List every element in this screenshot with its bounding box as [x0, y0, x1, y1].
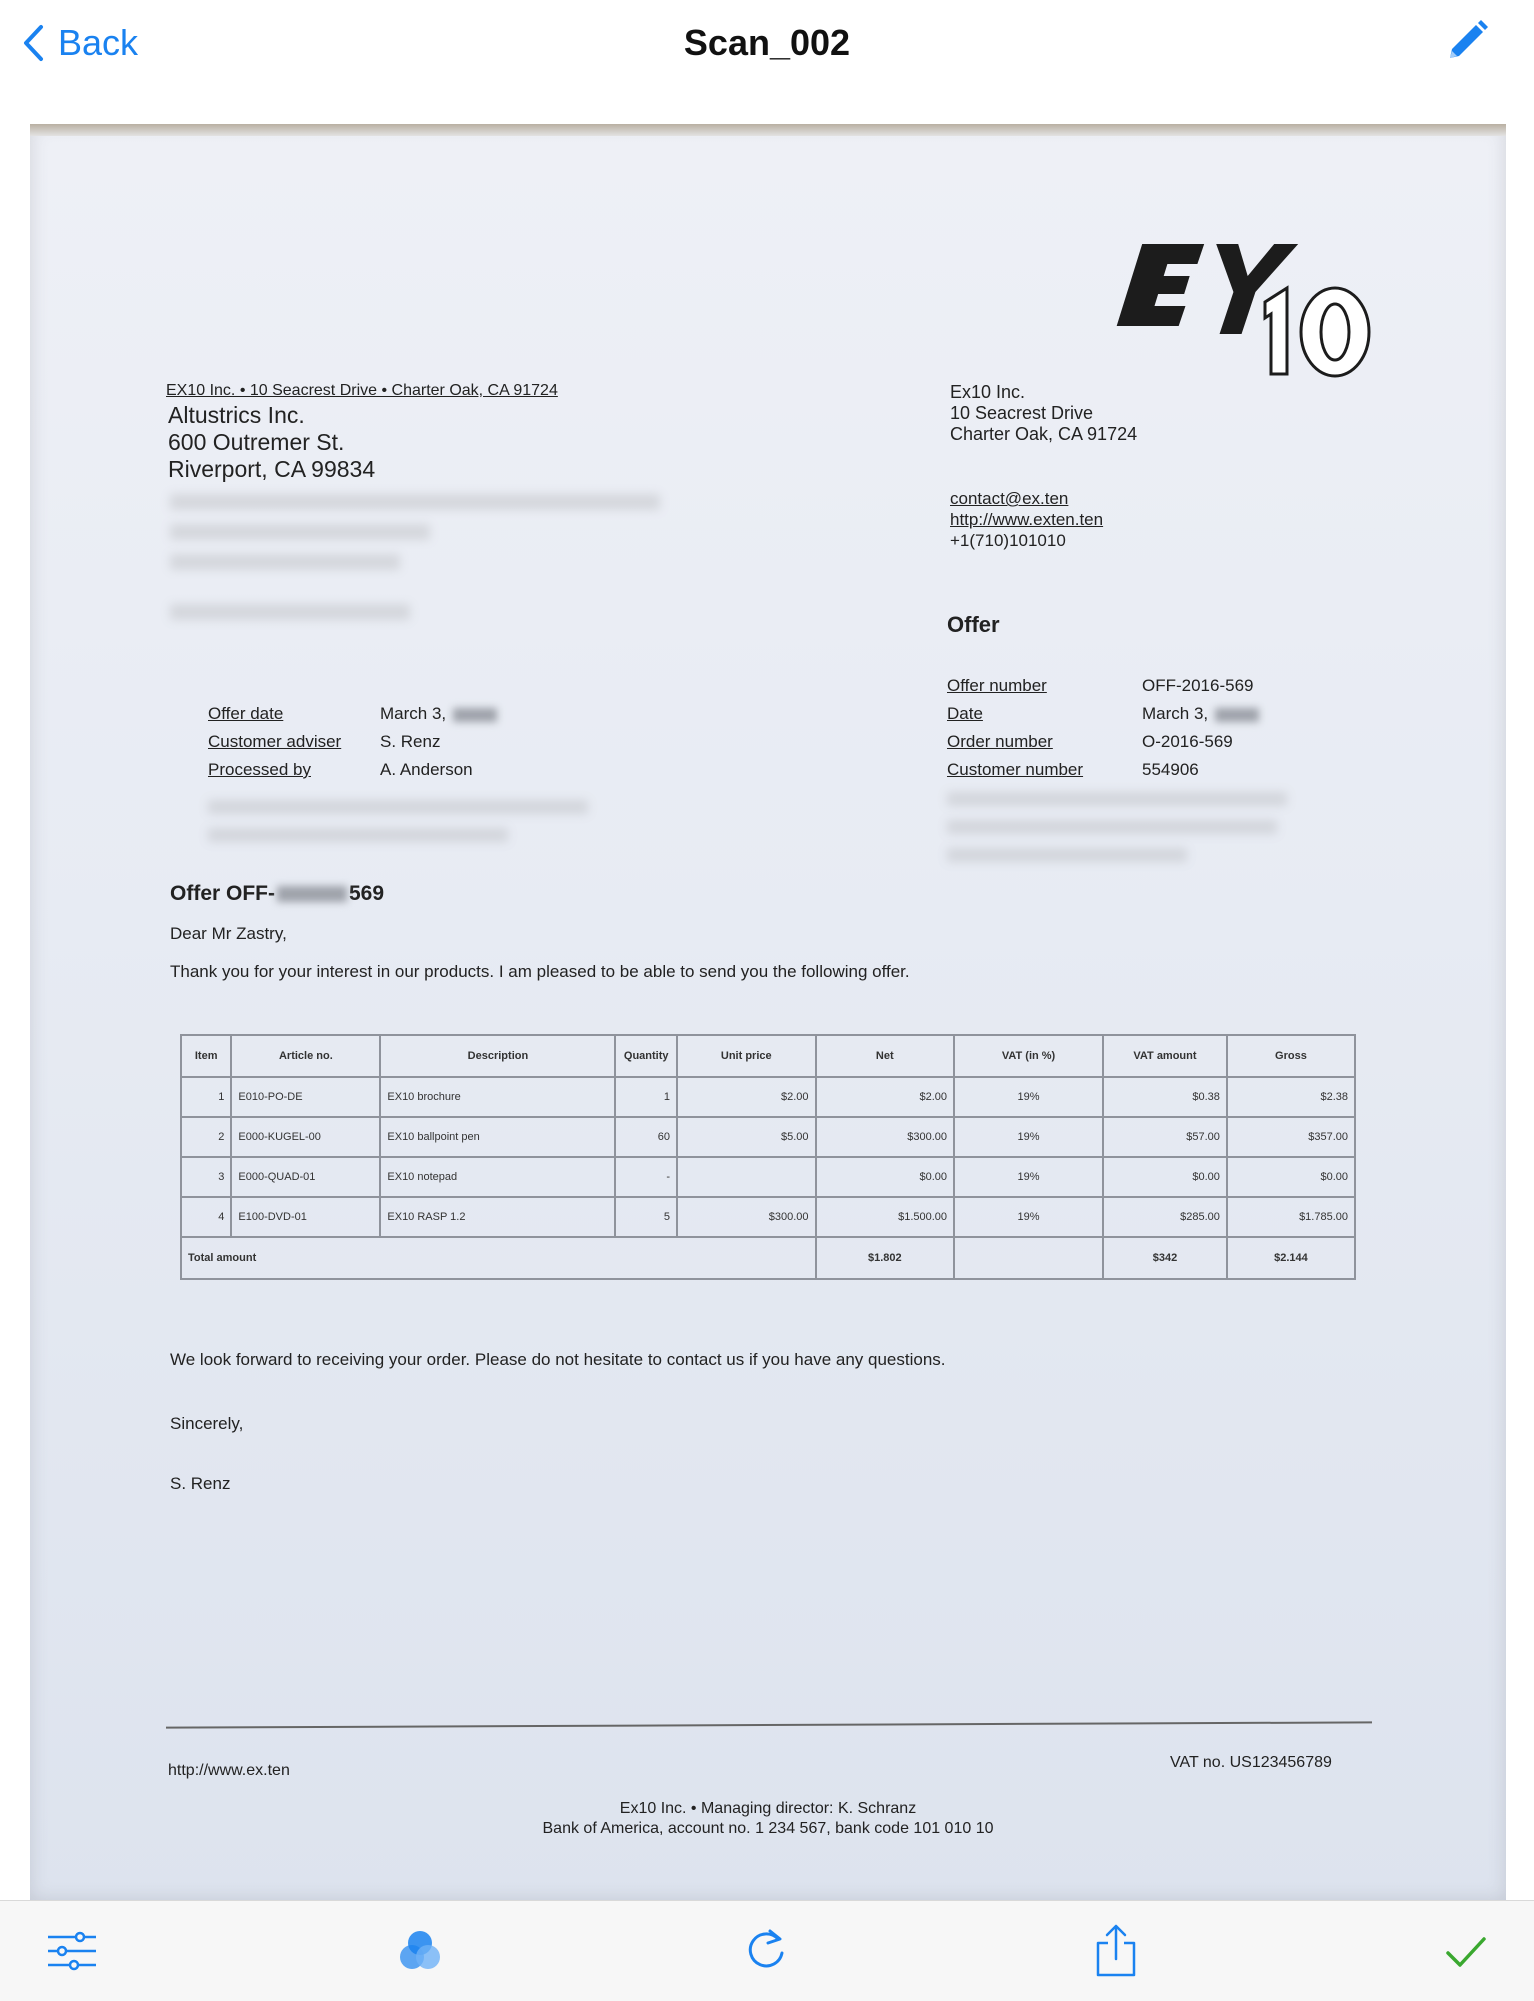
redacted-year: [453, 708, 497, 722]
column-header: Item: [181, 1035, 231, 1077]
recipient-name: Altustrics Inc.: [168, 402, 305, 428]
scanned-document[interactable]: [30, 124, 1506, 1900]
ex10-logo: [1115, 224, 1415, 394]
company-email: contact@ex.ten: [950, 489, 1069, 508]
table-cell: EX10 RASP 1.2: [380, 1197, 615, 1237]
table-cell: E000-QUAD-01: [231, 1157, 380, 1197]
table-cell: $0.00: [1103, 1157, 1227, 1197]
company-name: Ex10 Inc.: [950, 382, 1026, 402]
greeting: Dear Mr Zastry,: [170, 924, 287, 943]
column-header: Net: [816, 1035, 955, 1077]
field-value: S. Renz: [380, 732, 441, 751]
table-cell: $1.785.00: [1227, 1197, 1355, 1237]
table-cell: E100-DVD-01: [231, 1197, 380, 1237]
table-cell: $0.38: [1103, 1077, 1227, 1117]
table-cell: $5.00: [677, 1117, 816, 1157]
bottom-toolbar: [0, 1900, 1534, 2001]
column-header: Gross: [1227, 1035, 1355, 1077]
total-vat: $342: [1103, 1237, 1227, 1279]
faded-text: [170, 604, 410, 620]
total-label: Total amount: [181, 1237, 816, 1279]
table-total-row: [181, 1237, 1355, 1279]
table-cell: $0.00: [1227, 1157, 1355, 1197]
field-label: Customer adviser: [208, 732, 342, 751]
footer-vat-number: VAT no. US123456789: [1170, 1754, 1332, 1771]
faded-text: [170, 554, 400, 570]
signature: S. Renz: [170, 1474, 231, 1493]
footer-line-2: Bank of America, account no. 1 234 567, bank code 101 010 10: [542, 1820, 994, 1837]
table-cell: 4: [181, 1197, 231, 1237]
table-cell: EX10 brochure: [380, 1077, 615, 1117]
color-filter-button[interactable]: [392, 1923, 448, 1979]
table-cell: -: [615, 1157, 677, 1197]
footer-line-1: Ex10 Inc. • Managing director: K. Schranz: [619, 1800, 917, 1817]
column-header: VAT amount: [1103, 1035, 1227, 1077]
redacted-year: [1215, 708, 1259, 722]
left-field-values: [380, 700, 499, 784]
faded-text: [947, 820, 1277, 834]
faded-text: [947, 848, 1187, 862]
table-cell: 3: [181, 1157, 231, 1197]
company-website: http://www.exten.ten: [950, 510, 1104, 529]
table-cell: 19%: [954, 1117, 1103, 1157]
table-header-row: [181, 1035, 1355, 1077]
total-gross: $2.144: [1227, 1237, 1355, 1279]
offer-heading-suffix: 569: [349, 882, 385, 905]
sign-off: Sincerely,: [170, 1414, 244, 1433]
table-cell: 5: [615, 1197, 677, 1237]
share-button[interactable]: [1088, 1923, 1144, 1979]
table-cell: $2.00: [677, 1077, 816, 1117]
table-cell: $300.00: [816, 1117, 955, 1157]
company-address: [950, 382, 1137, 445]
total-net: $1.802: [816, 1237, 955, 1279]
scan-edge-shadow: [30, 124, 1506, 136]
done-checkmark-icon: [1438, 1923, 1494, 1979]
table-row: [181, 1077, 1355, 1117]
right-field-labels: [947, 672, 1083, 784]
color-filter-icon: [392, 1923, 448, 1979]
page-title: Scan_002: [683, 22, 851, 63]
field-label: Customer number: [947, 760, 1084, 779]
footer-divider: [166, 1721, 1372, 1728]
items-table: [180, 1034, 1356, 1280]
table-cell: E000-KUGEL-00: [231, 1117, 380, 1157]
table-cell: [954, 1237, 1103, 1279]
offer-label: Offer: [947, 612, 1000, 637]
done-button[interactable]: [1438, 1923, 1494, 1979]
back-label: Back: [58, 22, 139, 63]
table-cell: $357.00: [1227, 1117, 1355, 1157]
column-header: Description: [380, 1035, 615, 1077]
field-value: [1142, 700, 1261, 728]
field-label: Order number: [947, 732, 1053, 751]
field-label: Processed by: [208, 760, 311, 779]
table-cell: EX10 notepad: [380, 1157, 615, 1197]
table-cell: 60: [615, 1117, 677, 1157]
table-cell: 19%: [954, 1197, 1103, 1237]
field-label: Offer number: [947, 676, 1047, 695]
date-value: March 3,: [1142, 704, 1209, 723]
field-label: Offer date: [208, 704, 284, 723]
table-cell: EX10 ballpoint pen: [380, 1117, 615, 1157]
rotate-icon: [738, 1923, 794, 1979]
rotate-button[interactable]: [738, 1923, 794, 1979]
table-cell: $2.38: [1227, 1077, 1355, 1117]
table-cell: [677, 1157, 816, 1197]
filter-sliders-icon: [44, 1923, 100, 1979]
company-city: Charter Oak, CA 91724: [950, 424, 1138, 444]
table-row: [181, 1117, 1355, 1157]
pencil-icon: [1440, 16, 1492, 68]
offer-heading-prefix: Offer OFF-: [170, 882, 275, 905]
table-cell: $57.00: [1103, 1117, 1227, 1157]
field-value: O-2016-569: [1142, 732, 1233, 751]
faded-text: [208, 800, 588, 814]
field-value: [380, 700, 499, 728]
table-cell: 2: [181, 1117, 231, 1157]
left-field-labels: [208, 700, 341, 784]
company-contact: [950, 488, 1103, 551]
offer-heading: [170, 882, 384, 906]
company-street: 10 Seacrest Drive: [950, 403, 1094, 423]
faded-text: [170, 494, 660, 510]
table-row: [181, 1157, 1355, 1197]
field-label: Date: [947, 704, 983, 723]
column-header: Article no.: [231, 1035, 380, 1077]
intro-text: Thank you for your interest in our products. I am pleased to be able to send you the following offer.: [170, 962, 910, 981]
sender-line: EX10 Inc. • 10 Seacrest Drive • Charter Oak, CA 91724: [166, 382, 558, 399]
column-header: Quantity: [615, 1035, 677, 1077]
navigation-bar: [0, 0, 1534, 120]
recipient-street: 600 Outremer St.: [168, 429, 345, 455]
company-phone: +1(710)101010: [950, 531, 1066, 550]
field-value: A. Anderson: [380, 760, 473, 779]
field-value: OFF-2016-569: [1142, 676, 1254, 695]
table-cell: $1.500.00: [816, 1197, 955, 1237]
table-cell: 1: [615, 1077, 677, 1117]
table-cell: $0.00: [816, 1157, 955, 1197]
column-header: Unit price: [677, 1035, 816, 1077]
faded-text: [947, 792, 1287, 806]
recipient-city: Riverport, CA 99834: [168, 456, 376, 482]
column-header: VAT (in %): [954, 1035, 1103, 1077]
table-cell: $300.00: [677, 1197, 816, 1237]
faded-text: [208, 828, 508, 842]
table-cell: E010-PO-DE: [231, 1077, 380, 1117]
footer-website: http://www.ex.ten: [168, 1762, 290, 1779]
right-field-values: [1142, 672, 1261, 784]
adjust-button[interactable]: [44, 1923, 100, 1979]
field-value: 554906: [1142, 760, 1199, 779]
table-row: [181, 1197, 1355, 1237]
table-cell: 19%: [954, 1157, 1103, 1197]
table-cell: 19%: [954, 1077, 1103, 1117]
offer-date-value: March 3,: [380, 704, 447, 723]
table-cell: $2.00: [816, 1077, 955, 1117]
share-icon: [1088, 1923, 1144, 1979]
table-cell: $285.00: [1103, 1197, 1227, 1237]
redacted-year: [277, 886, 347, 902]
edit-button[interactable]: [1440, 16, 1492, 68]
recipient-address: [168, 402, 375, 483]
table-cell: 1: [181, 1077, 231, 1117]
faded-text: [170, 524, 430, 540]
closing-text: We look forward to receiving your order. Please do not hesitate to contact us if you have any questions.: [170, 1350, 946, 1369]
